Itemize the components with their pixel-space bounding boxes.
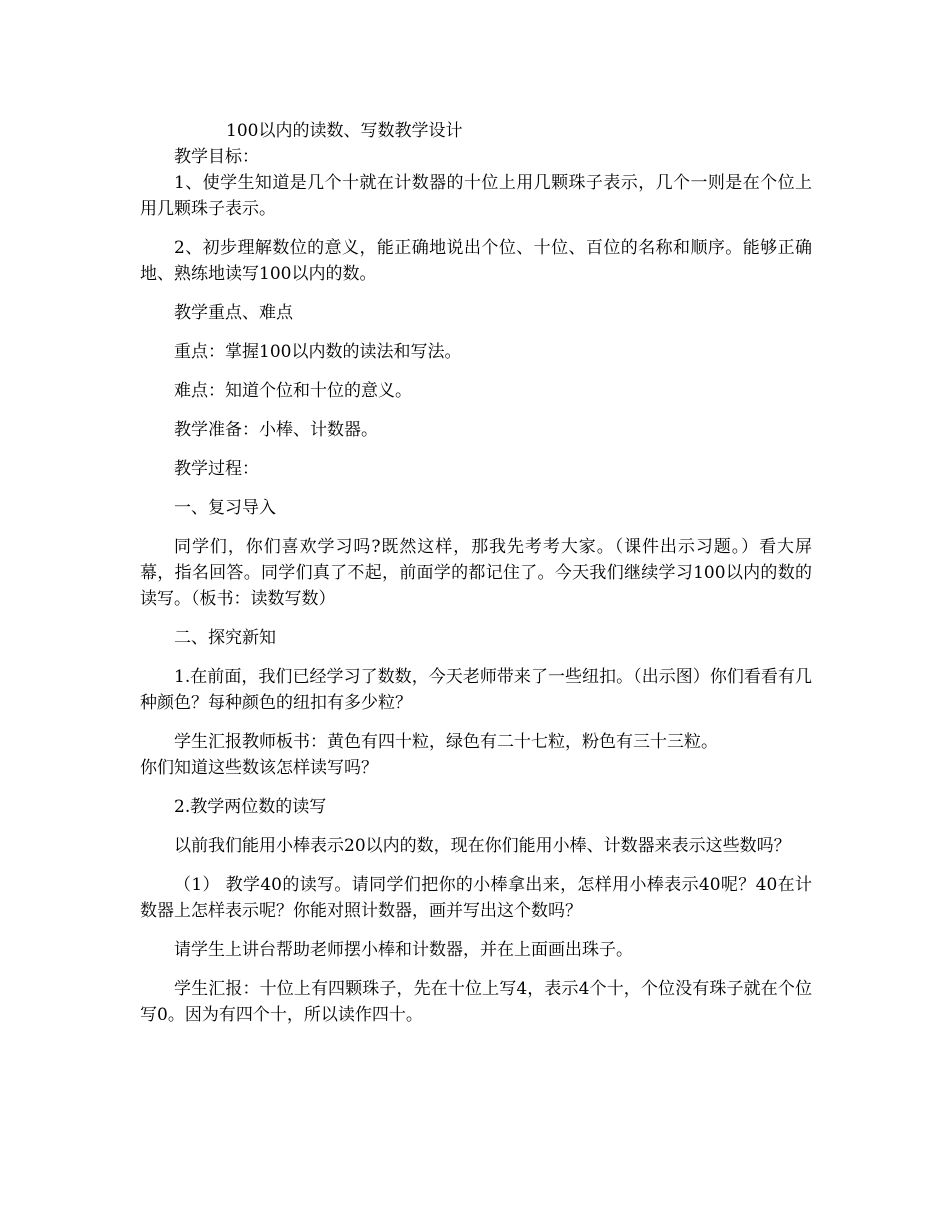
document-body [140, 118, 812, 1041]
step-heading-explore: 二、探究新知 [174, 628, 276, 648]
step-heading-review: 一、复习导入 [174, 498, 276, 518]
teach-40-paragraph: （1） 教学40的读写。请同学们把你的小棒拿出来，怎样用小棒表示40呢？40在计数器上怎样表示呢？你能对照计数器，画并写出这个数吗？ [140, 875, 812, 921]
student-report-colors: 学生汇报教师板书：黄色有四十粒，绿色有二十七粒，粉色有三十三粒。 [174, 732, 718, 752]
review-paragraph: 同学们，你们喜欢学习吗?既然这样，那我先考考大家。（课件出示习题。）看大屏幕，指名回答。同学们真了不起，前面学的都记住了。今天我们继续学习100以内的数的读写。（板书：读数写数） [140, 537, 812, 609]
student-report-40: 学生汇报：十位上有四颗珠子，先在十位上写4，表示4个十，个位没有珠子就在个位写0。因为有四个十，所以读作四十。 [140, 979, 812, 1025]
sticks-question: 以前我们能用小棒表示20以内的数，现在你们能用小棒、计数器来表示这些数吗？ [174, 836, 791, 856]
explore-paragraph-1: 1.在前面，我们已经学习了数数，今天老师带来了一些纽扣。（出示图）你们看看有几种颜色？每种颜色的纽扣有多少粒？ [140, 667, 812, 713]
section-heading-process: 教学过程： [174, 459, 259, 479]
question-read-write: 你们知道这些数该怎样读写吗？ [140, 758, 378, 778]
teaching-preparation: 教学准备：小棒、计数器。 [174, 420, 378, 440]
section-heading-objectives: 教学目标： [174, 147, 259, 167]
step-heading-two-digit: 2.教学两位数的读写 [174, 797, 327, 817]
section-heading-key-points: 教学重点、难点 [174, 303, 293, 323]
objective-1: 1、使学生知道是几个十就在计数器的十位上用几颗珠子表示，几个一则是在个位上用几颗珠子表示。 [140, 173, 812, 219]
difficult-point: 难点：知道个位和十位的意义。 [174, 381, 412, 401]
key-point: 重点：掌握100以内数的读法和写法。 [174, 342, 462, 362]
objective-2: 2、初步理解数位的意义，能正确地说出个位、十位、百位的名称和顺序。能够正确地、熟练地读写100以内的数。 [140, 238, 812, 284]
student-demo-paragraph: 请学生上讲台帮助老师摆小棒和计数器，并在上面画出珠子。 [174, 940, 633, 960]
document-title: 100以内的读数、写数教学设计 [226, 121, 463, 141]
